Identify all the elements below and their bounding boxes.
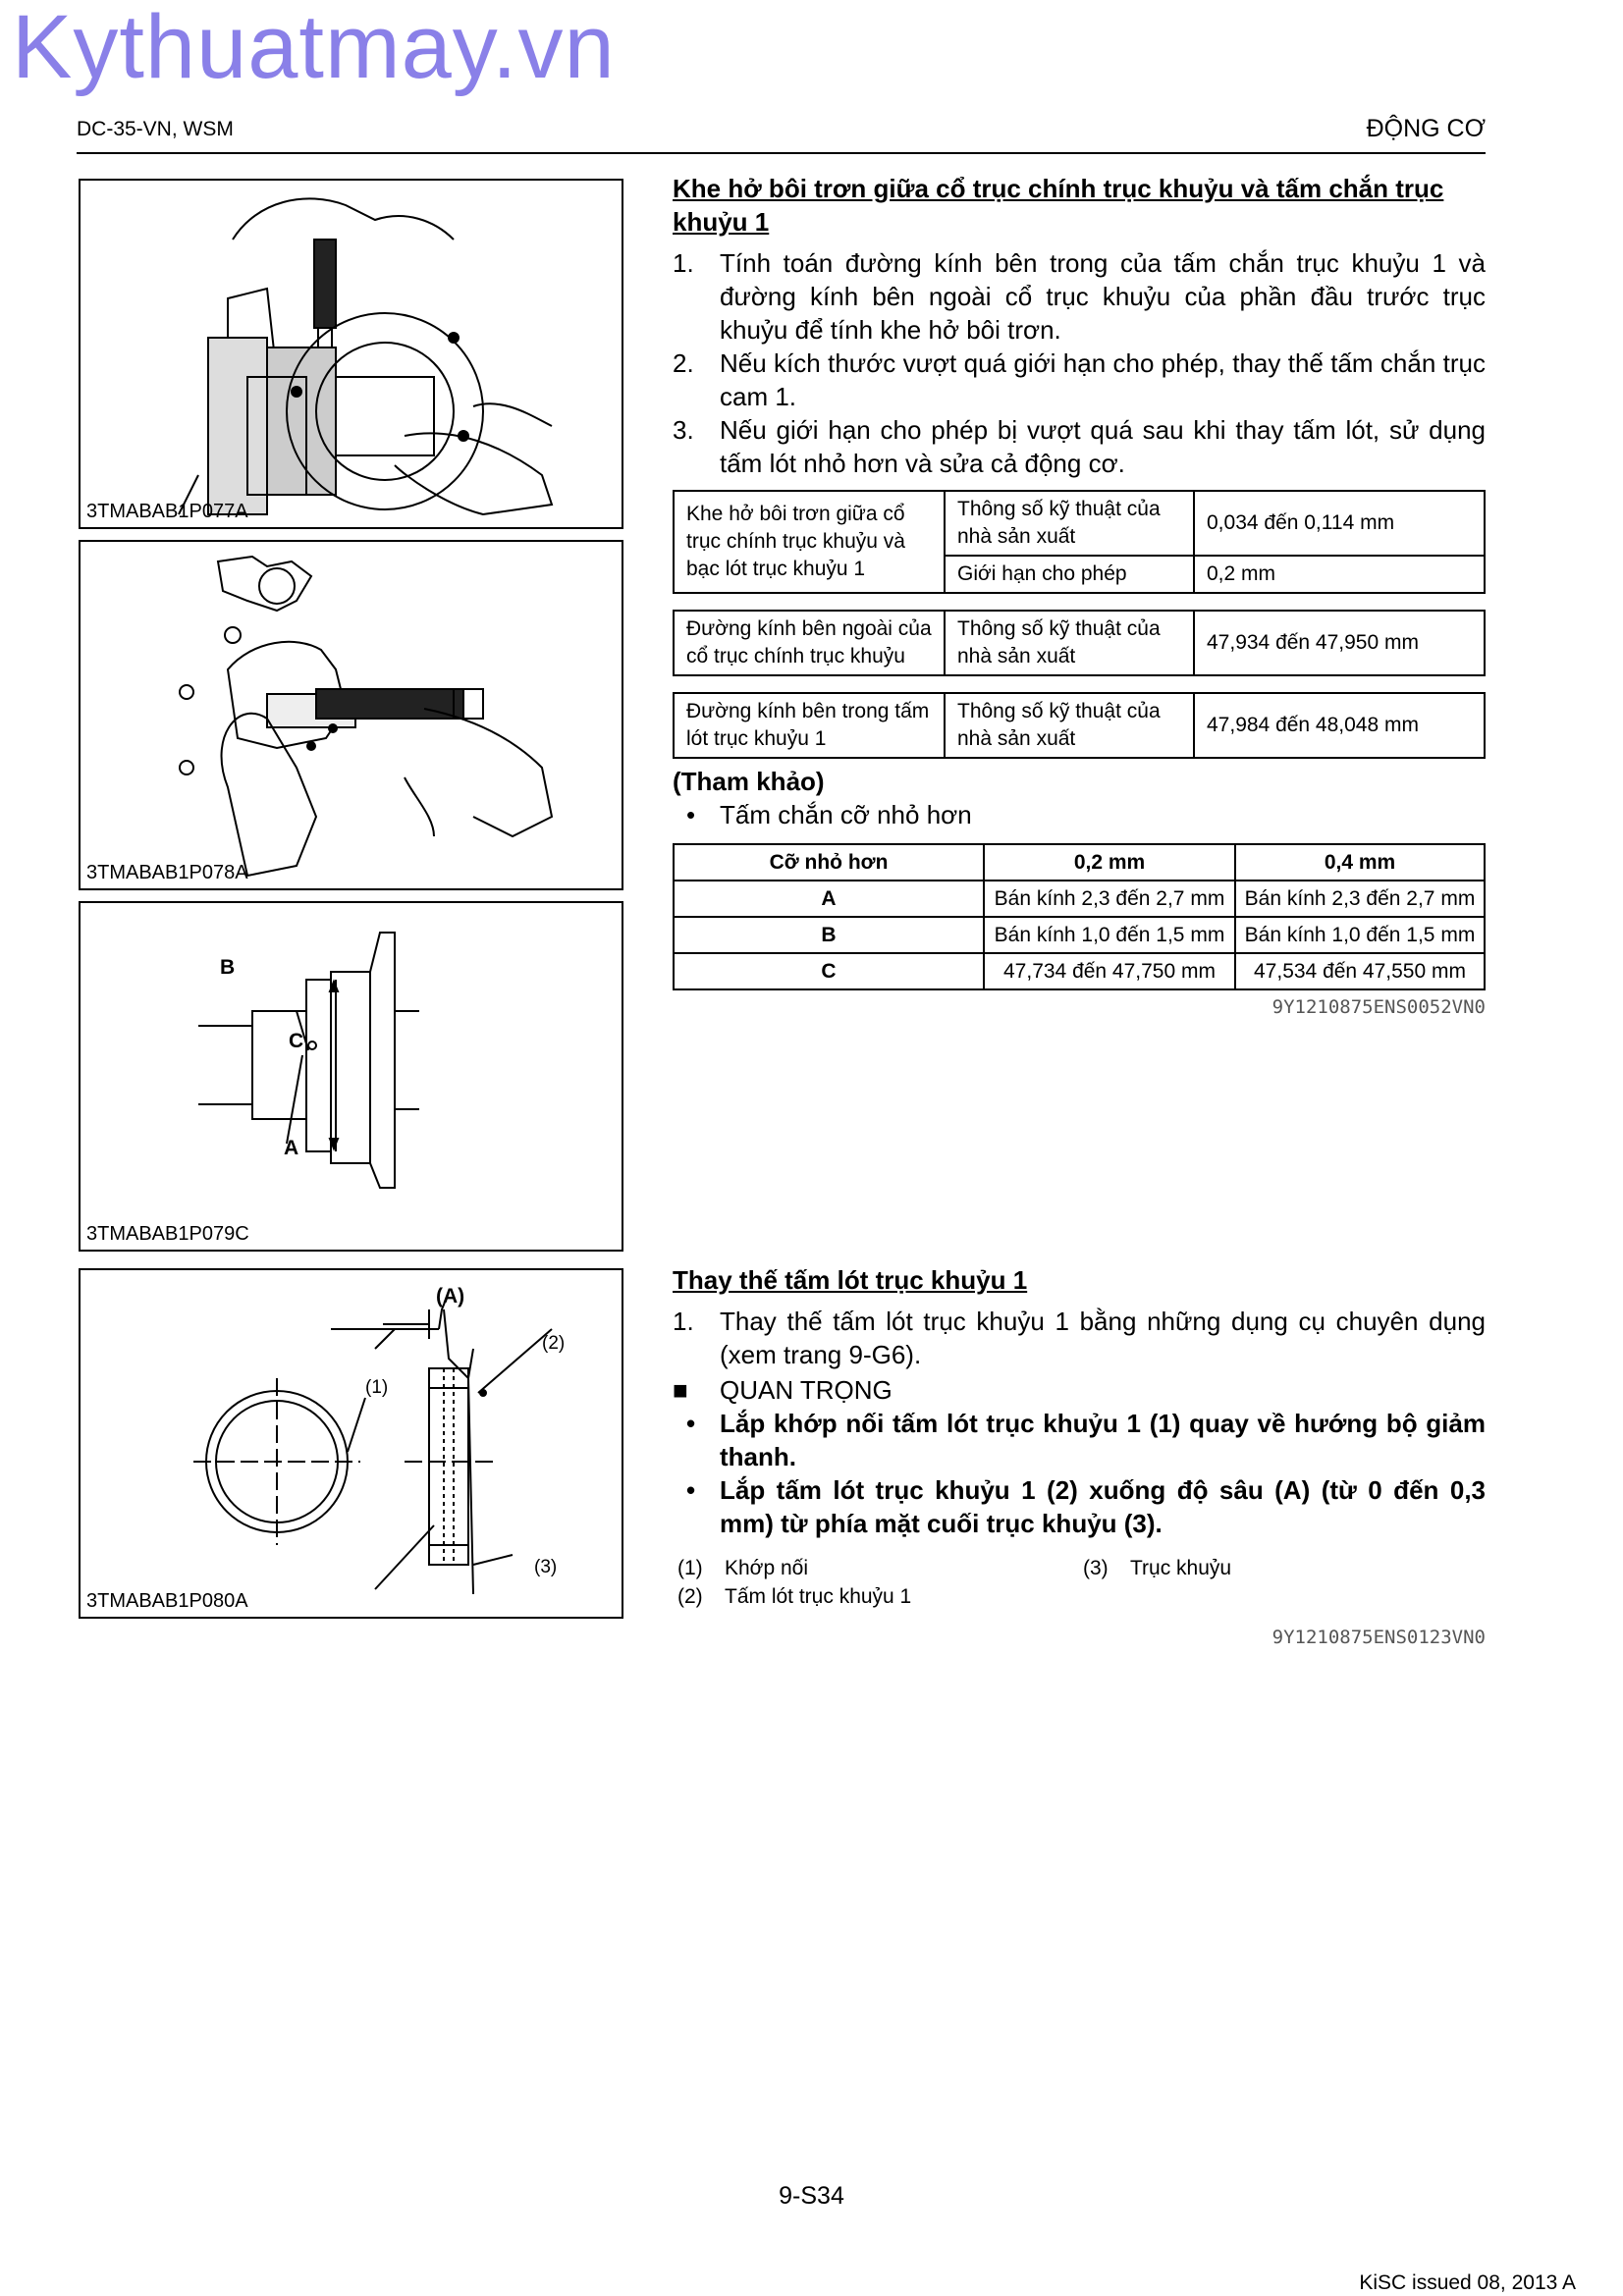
spec-name: Thông số kỹ thuật của nhà sản xuất	[945, 693, 1194, 758]
important-bullet: • Lắp tấm lót trục khuỷu 1 (2) xuống độ sâu (A) (từ 0 đến 0,3 mm) từ phía mặt cuối trục khuỷu (3).	[686, 1475, 1486, 1538]
figure-1	[79, 179, 623, 529]
figure-4	[79, 1268, 623, 1619]
label-b: B	[220, 956, 236, 979]
label-a: A	[284, 1137, 299, 1159]
crankshaft-journal-diagram	[81, 903, 622, 1250]
watermark-logo: Kythuatmay.vn	[12, 0, 616, 97]
label-1: (1)	[365, 1377, 389, 1398]
footer-issue: KiSC issued 08, 2013 A	[1359, 2271, 1576, 2294]
spec-value: 47,984 đến 48,048 mm	[1194, 693, 1485, 758]
figure-caption: 3TMABAB1P080A	[86, 1590, 248, 1612]
crankshaft-bushing-diagram	[81, 1270, 622, 1617]
undersize-table	[673, 843, 1486, 990]
procedure-step: 1. Tính toán đường kính bên trong của tấm chắn trục khuỷu 1 và đường kính bên ngoài cổ trục khuỷu của phần đầu trước trục khuỷu để tính khe hở bôi trơn.	[673, 248, 1486, 345]
label-3: (3)	[534, 1557, 558, 1577]
spec-label: Đường kính bên ngoài của cổ trục chính trục khuỷu	[674, 611, 945, 675]
table-row: C 47,734 đến 47,750 mm 47,534 đến 47,550 mm	[674, 953, 1485, 989]
spec-value: 0,034 đến 0,114 mm	[1194, 491, 1485, 556]
reference-title: (Tham khảo)	[673, 767, 825, 796]
spec-label: Đường kính bên trong tấm lót trục khuỷu 1	[674, 693, 945, 758]
important-bullet: • Lắp khớp nối tấm lót trục khuỷu 1 (1) quay về hướng bộ giảm thanh.	[686, 1409, 1486, 1471]
spec-table-bushing-id	[673, 692, 1486, 759]
legend	[673, 1554, 1486, 1611]
page-number: 9-S34	[779, 2182, 844, 2210]
spec-value: 0,2 mm	[1194, 556, 1485, 593]
spec-table-journal-od	[673, 610, 1486, 676]
table-row: A Bán kính 2,3 đến 2,7 mm Bán kính 2,3 đến 2,7 mm	[674, 881, 1485, 917]
spec-label: Khe hở bôi trơn giữa cổ trục chính trục khuỷu và bạc lót trục khuỷu 1	[674, 491, 945, 593]
table-row: B Bán kính 1,0 đến 1,5 mm Bán kính 1,0 đến 1,5 mm	[674, 917, 1485, 953]
table-header: Cỡ nhỏ hơn	[674, 844, 984, 881]
doc-code: 9Y1210875ENS0052VN0	[1271, 996, 1486, 1018]
spec-value: 47,934 đến 47,950 mm	[1194, 611, 1485, 675]
spec-table-clearance	[673, 490, 1486, 594]
procedure-step: 1. Thay thế tấm lót trục khuỷu 1 bằng những dụng cụ chuyên dụng (xem trang 9-G6).	[673, 1307, 1486, 1369]
table-header: 0,2 mm	[984, 844, 1235, 881]
legend-item: (2) Tấm lót trục khuỷu 1	[677, 1585, 912, 1608]
reference-bullet: • Tấm chắn cỡ nhỏ hơn	[686, 800, 972, 829]
section-title-line1: Khe hở bôi trơn giữa cổ trục chính trục khuỷu và tấm chắn trục	[673, 174, 1444, 203]
header-doc-id: DC-35-VN, WSM	[77, 118, 234, 140]
section-title-line2: khuỷu 1	[673, 207, 770, 237]
figure-2	[79, 540, 623, 890]
table-header: 0,4 mm	[1235, 844, 1485, 881]
procedure-steps	[673, 246, 1486, 480]
label-depth-a: (A)	[436, 1285, 465, 1308]
figure-3	[79, 901, 623, 1252]
figure-caption: 3TMABAB1P077A	[86, 501, 248, 522]
section-bushing-replacement	[673, 1263, 1486, 1648]
square-icon: ■	[673, 1375, 688, 1405]
figure-caption: 3TMABAB1P078A	[86, 862, 248, 883]
procedure-step: 3. Nếu giới hạn cho phép bị vượt quá sau khi thay tấm lót, sử dụng tấm lót nhỏ hơn và sửa cả động cơ.	[673, 415, 1486, 478]
procedure-step: 2. Nếu kích thước vượt quá giới hạn cho phép, thay thế tấm chắn trục cam 1.	[673, 348, 1486, 411]
procedure-steps	[673, 1305, 1486, 1371]
legend-item: (3) Trục khuỷu	[1083, 1557, 1232, 1579]
micrometer-measurement-illustration	[81, 181, 622, 527]
header-rule	[77, 152, 1486, 154]
spec-name: Thông số kỹ thuật của nhà sản xuất	[945, 611, 1194, 675]
doc-code: 9Y1210875ENS0123VN0	[1271, 1627, 1486, 1648]
figure-caption: 3TMABAB1P079C	[86, 1223, 249, 1245]
section-lubrication-clearance	[673, 172, 1486, 1018]
header-section-title: ĐỘNG CƠ	[1366, 115, 1486, 142]
micrometer-crankshaft-illustration	[81, 542, 622, 888]
label-2: (2)	[542, 1333, 566, 1354]
spec-name: Giới hạn cho phép	[945, 556, 1194, 593]
spec-name: Thông số kỹ thuật của nhà sản xuất	[945, 491, 1194, 556]
section-title: Thay thế tấm lót trục khuỷu 1	[673, 1265, 1028, 1295]
legend-item: (1) Khớp nối	[677, 1557, 808, 1579]
important-heading: ■ QUAN TRỌNG	[673, 1375, 893, 1405]
section-title	[673, 172, 1486, 239]
label-c: C	[289, 1030, 304, 1052]
